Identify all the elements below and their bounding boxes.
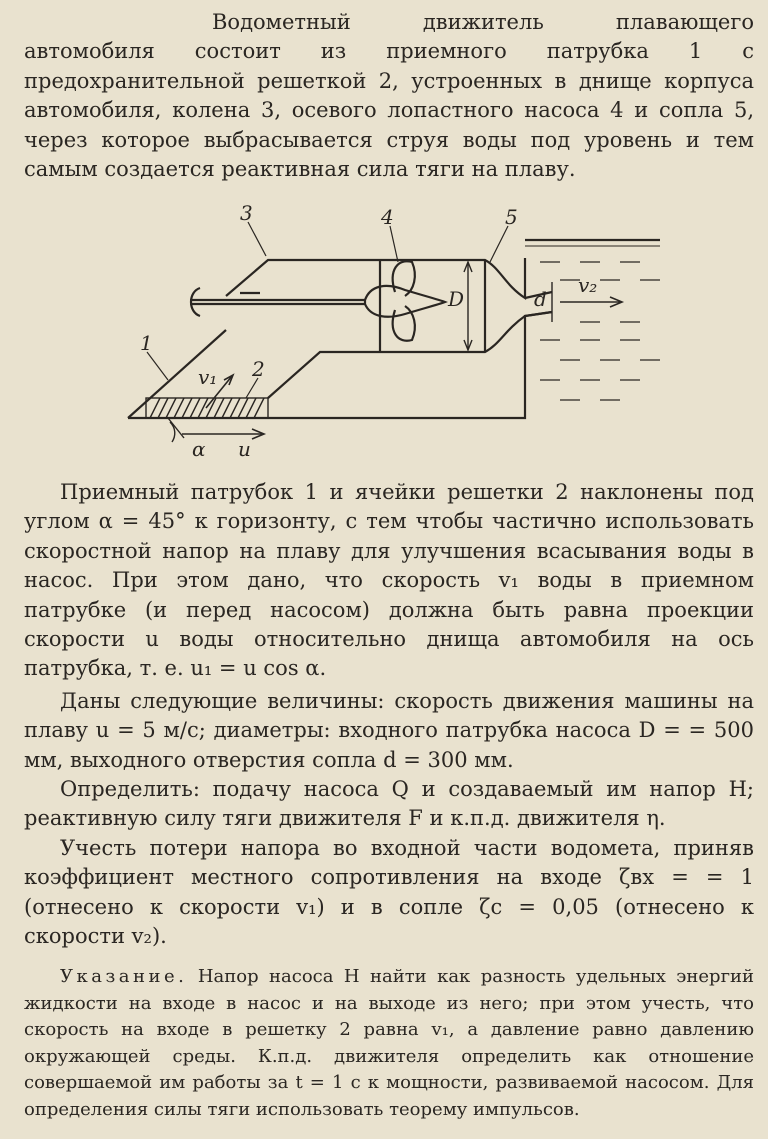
note-text: Напор насоса H найти как разность удельных энергий жидкости на входе в насос и на выходе из него; при этом учесть, что скорость на входе в решетку 2 равна v₁, а давление равно давлению окружающей среды. К.п.д. движителя определить как отношение совершаемой им работы за t = 1 с к мощности, развиваемой насосом. Для определения силы тяги использовать теорему импульсов. xyxy=(24,966,754,1120)
label-v1: v₁ xyxy=(198,365,218,389)
paragraph-given: Даны следующие величины: скорость движения машины на плаву u = 5 м/с; диаметры: входного патрубка насоса D = = 500 мм, выходного отверстия сопла d = 300 мм. xyxy=(24,689,754,772)
nozzle-exit xyxy=(525,312,552,316)
duct-lower xyxy=(268,316,525,398)
impeller-blade-bottom xyxy=(393,306,415,341)
paragraph-losses: Учесть потери напора во входной части водомета, приняв коэффициент местного сопротивления на входе ζвх = = 1 (отнесено к скорости v₁) и в сопле ζс = 0,05 (отнесено к скорости v₂). xyxy=(24,836,754,949)
label-5: 5 xyxy=(505,205,518,229)
paragraph-intake: Приемный патрубок 1 и ячейки решетки 2 наклонены под углом α = 45° к горизонту, с тем чтобы частично использовать скоростной напор на плаву для улучшения всасывания воды в насос. При этом дано, что скорость v₁ воды в приемном патрубке (и перед насосом) должна быть равна проекции скорости u воды относительно днища автомобиля на ось патрубка, т. е. u₁ = u cos α. xyxy=(24,480,754,681)
impeller-blade-top xyxy=(393,261,415,296)
label-3: 3 xyxy=(240,201,253,225)
paragraph-intro: Водометный движитель плавающего автомобиля состоит из приемного патрубка 1 с предохранительной решеткой 2, устроенных в днище корпуса автомобиля, колена 3, осевого лопастного насоса 4 и сопла 5, через которое выбрасывается струя воды под уровень и тем самым создается реактивная сила тяги на плаву. xyxy=(24,10,754,182)
label-v2: v₂ xyxy=(578,273,598,297)
water-hatching xyxy=(540,262,660,400)
label-D: D xyxy=(448,287,465,311)
label-u: u xyxy=(238,437,251,461)
hull-top xyxy=(226,258,525,298)
label-d: d xyxy=(534,287,547,311)
note-heading: Указание. xyxy=(60,966,188,987)
impeller-hub xyxy=(365,286,445,317)
label-alpha: α xyxy=(192,437,206,461)
label-2: 2 xyxy=(252,357,265,381)
label-1: 1 xyxy=(140,331,153,355)
label-4: 4 xyxy=(381,205,394,229)
note-block xyxy=(24,964,754,1123)
rotation-arrow xyxy=(191,288,200,316)
hull-outline xyxy=(128,312,552,418)
paragraph-determine: Определить: подачу насоса Q и создаваемый им напор H; реактивную силу тяги движителя F и к.п.д. движителя η. xyxy=(24,777,754,831)
